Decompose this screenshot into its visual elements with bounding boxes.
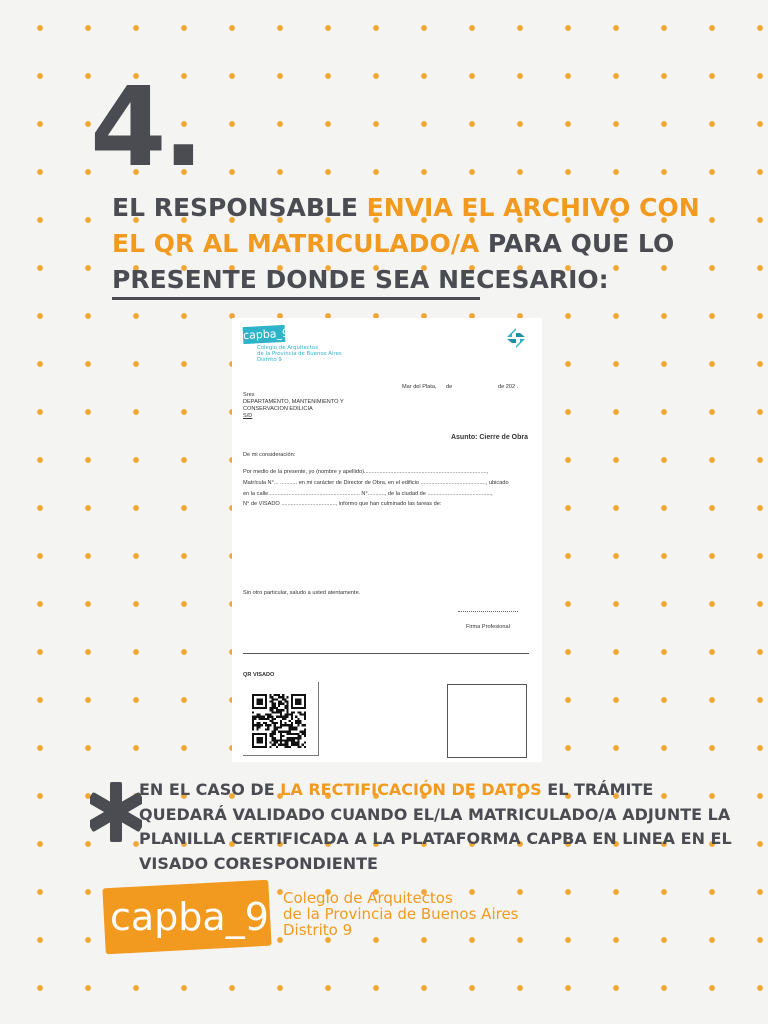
letter-document (232, 318, 542, 762)
capba-emblem-icon (504, 326, 528, 350)
recipient-line: S/D (243, 412, 253, 419)
document-subject: Asunto: Cierre de Obra (450, 434, 528, 441)
document-org-line3: Distrito 9 (257, 357, 282, 364)
qr-label: QR VISADO (243, 672, 275, 678)
body-line: en la calle........................................................... N°..........., de la ciudad de ........................................., (243, 490, 493, 497)
document-logo: capba_9 (242, 326, 290, 343)
footer-org-line1: Colegio de Arquitectos (283, 889, 453, 907)
qr-code-icon (252, 694, 306, 748)
document-recipient (243, 392, 344, 420)
headline (112, 190, 712, 298)
footer-org-line3: Distrito 9 (283, 921, 353, 939)
document-date-year: de 202 . (498, 384, 519, 390)
body-line: Por medio de la presente, yo (nombre y apellido)..............................................................................., (243, 469, 489, 475)
document-org-line2: de la Provincia de Buenos Aires (257, 351, 342, 358)
recipient-line: CONSERVACION EDILICIA (243, 405, 313, 412)
headline-part2: PARA QUE LO PRESENTE DONDE SEA NECESARIO: (112, 229, 675, 294)
headline-underline (112, 297, 480, 300)
signature-label: Firma Profesional (466, 624, 510, 630)
document-date-place: Mar del Plata, (402, 384, 437, 390)
headline-highlight: ENVIA EL ARCHIVO CON EL QR AL MATRICULADO/A (112, 193, 700, 258)
footer-org-name (283, 890, 519, 938)
document-org-line1: Colegio de Arquitectos (257, 345, 319, 351)
note-part1: EN EL CASO DE (139, 780, 281, 799)
document-body (243, 467, 529, 510)
recipient-line: DEPARTAMENTO, MANTENIMIENTO Y (243, 398, 344, 405)
footer-logo: capba_9 (110, 895, 269, 939)
step-number: 4. (90, 63, 201, 191)
headline-part1: EL RESPONSABLE (112, 193, 367, 222)
signature-line (458, 611, 518, 612)
document-divider (243, 653, 529, 654)
body-line: Matrícula N°... ........... en mi carácter de Director de Obra, en el edificio .........................................., ubicado (243, 479, 509, 486)
asterisk-icon (90, 782, 142, 842)
note-text (139, 778, 739, 876)
note-part2: EL TRÁMITE QUEDARÁ VALIDADO CUANDO EL/LA MATRICULADO/A ADJUNTE LA PLANILLA CERTIFICADA A LA PLATAFORMA CAPBA EN LINEA EN EL VISADO CORESPONDIENTE (139, 780, 732, 873)
stamp-box (447, 684, 527, 758)
document-date-line (402, 384, 532, 391)
body-line: N° de VISADO ..................................., informo que han culminado las tareas de: (243, 501, 442, 508)
document-date-de: de (446, 384, 453, 390)
recipient-line: Sres (243, 392, 255, 398)
footer-org-line2: de la Provincia de Buenos Aires (283, 905, 519, 923)
note-highlight: LA RECTIFICACIÓN DE DATOS (280, 780, 542, 799)
document-closing: Sin otro particular, saludo a usted atentamente. (243, 590, 361, 596)
document-greeting: De mi consideración: (243, 452, 296, 458)
document-org-name (257, 345, 342, 364)
